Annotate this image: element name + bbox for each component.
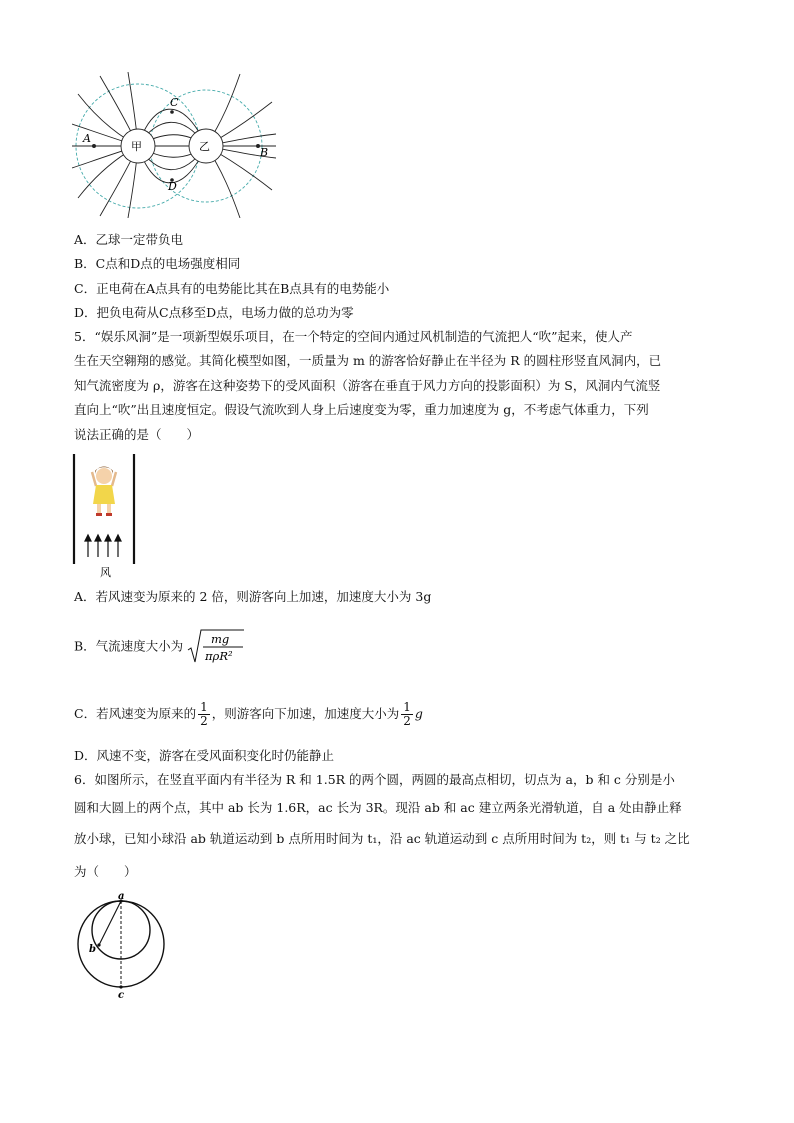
wind-tunnel-figure xyxy=(68,452,148,580)
q5-option-c-prefix: C．若风速变为原来的 xyxy=(74,706,197,721)
label-B: B xyxy=(260,146,269,159)
q4-option-d: D．把负电荷从C点移至D点，电场力做的总功为零 xyxy=(74,305,354,320)
q5-option-c-mid: ，则游客向下加速，加速度大小为 xyxy=(211,706,400,721)
sqrt-denominator: πρR² xyxy=(205,649,233,663)
two-circles-figure xyxy=(74,890,170,1002)
q5-option-a: A．若风速变为原来的 2 倍，则游客向上加速，加速度大小为 3g xyxy=(74,589,432,604)
sphere-jia-label: 甲 xyxy=(131,140,142,153)
q6-stem-line2: 圆和大圆上的两个点，其中 ab 长为 1.6R，ac 长为 3R。现沿 ab 和 ac 建立两条光滑轨道，自 a 处由静止释 xyxy=(74,800,682,815)
q6-stem-line4: 为（ ） xyxy=(74,864,137,879)
electric-field-figure xyxy=(72,72,276,218)
q6-stem-line3: 放小球，已知小球沿 ab 轨道运动到 b 点所用时间为 t₁，沿 ac 轨道运动到 c 点所用时间为 t₂，则 t₁ 与 t₂ 之比 xyxy=(74,831,690,846)
q5-stem-line3: 知气流密度为 ρ，游客在这种姿势下的受风面积（游客在垂直于风力方向的投影面积）为 S，风洞内气流竖 xyxy=(74,378,661,393)
q5-stem-line2: 生在天空翱翔的感觉。其简化模型如图，一质量为 m 的游客恰好静止在半径为 R 的圆柱形竖直风洞内，已 xyxy=(74,353,662,368)
fraction-half-2: $\frac{1}{2}$ xyxy=(403,700,411,728)
q5-stem-line1: 5．“娱乐风洞”是一项新型娱乐项目，在一个特定的空间内通过风机制造的气流把人“吹”起来，使人产 xyxy=(74,329,633,344)
point-b-label: b xyxy=(89,944,96,955)
q5-option-c-g: g xyxy=(414,706,423,721)
q5-option-d: D．风速不变，游客在受风面积变化时仍能静止 xyxy=(74,748,335,763)
q5-stem-line5: 说法正确的是（ ） xyxy=(74,427,200,442)
q4-option-b: B．C点和D点的电场强度相同 xyxy=(74,256,241,271)
point-a-label: a xyxy=(118,891,125,902)
tourist-figure xyxy=(92,467,116,517)
sphere-yi-label: 乙 xyxy=(199,140,210,153)
label-A: A xyxy=(83,132,91,145)
q5-option-b-prefix: B．气流速度大小为 xyxy=(74,638,184,654)
fraction-half: $\frac{1}{2}$ xyxy=(200,700,208,728)
q4-option-c: C．正电荷在A点具有的电势能比其在B点具有的电势能小 xyxy=(74,281,390,296)
point-c-label: c xyxy=(118,990,125,1001)
q5-option-c xyxy=(74,698,423,730)
q5-option-b xyxy=(74,628,245,666)
label-D: D xyxy=(168,180,177,193)
sqrt-numerator: mg xyxy=(211,632,230,646)
q6-stem-line1: 6．如图所示，在竖直平面内有半径为 R 和 1.5R 的两个圆，两圆的最高点相切，切点为 a，b 和 c 分别是小 xyxy=(74,772,675,787)
q5-stem-line4: 直向上“吹”出且速度恒定。假设气流吹到人身上后速度变为零，重力加速度为 g，不考虑气体重力，下列 xyxy=(74,402,649,417)
sqrt-expression xyxy=(187,628,245,666)
wind-label: 风 xyxy=(100,566,111,579)
q4-option-a: A．乙球一定带负电 xyxy=(74,232,184,247)
label-C: C xyxy=(170,96,179,109)
